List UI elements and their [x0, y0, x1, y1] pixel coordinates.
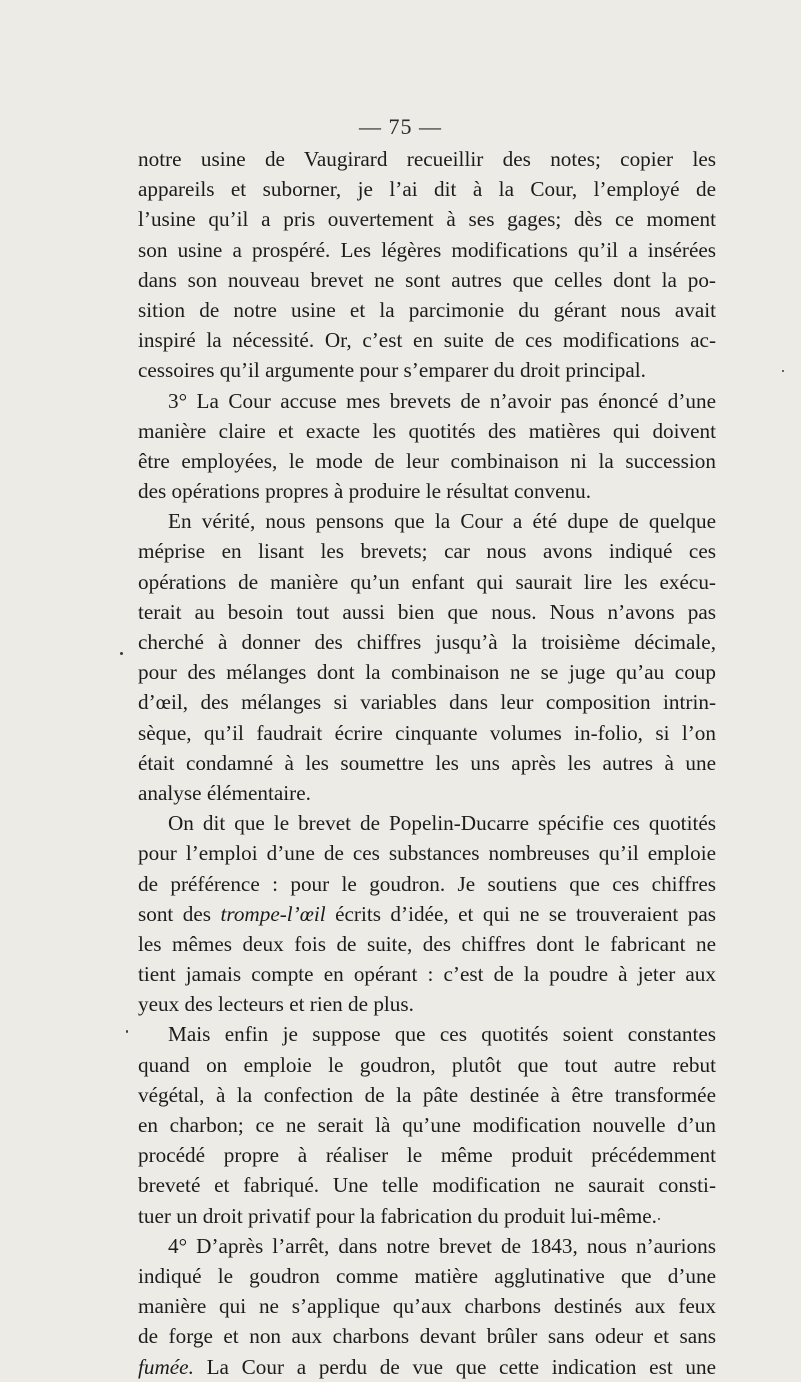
text-line: breveté et fabriqué. Une telle modification ne saurait consti-	[138, 1173, 716, 1198]
text-line: dans son nouveau brevet ne sont autres que celles dont la po-	[138, 267, 716, 292]
text-run: écrits d’idée, et qui ne se trouveraient pas	[325, 901, 717, 926]
text-line: terait au besoin tout aussi bien que nous. Nous n’avons pas	[138, 599, 716, 624]
text-line: yeux des lecteurs et rien de plus.	[138, 992, 414, 1017]
paper-speck	[782, 370, 784, 372]
text-line: méprise en lisant les brevets; car nous avons indiqué ces	[138, 539, 716, 564]
text-line: l’usine qu’il a pris ouvertement à ses gages; dès ce moment	[138, 207, 716, 232]
italic-run: trompe-l’œil	[220, 901, 326, 926]
text-line: 4° D’après l’arrêt, dans notre brevet de 1843, nous n’aurions	[168, 1233, 716, 1258]
text-line	[138, 1352, 716, 1382]
text-line: était condamné à les soumettre les uns après les autres à une	[138, 750, 716, 775]
text-line: inspiré la nécessité. Or, c’est en suite de ces modifications ac-	[138, 328, 716, 353]
text-line: pour l’emploi d’une de ces substances nombreuses qu’il emploie	[138, 841, 716, 866]
text-run: La Cour a perdu de vue que cette indication est une	[193, 1354, 716, 1379]
text-line: indiqué le goudron comme matière agglutinative que d’une	[138, 1263, 716, 1288]
text-line: cherché à donner des chiffres jusqu’à la troisième décimale,	[138, 630, 716, 654]
text-line: manière claire et exacte les quotités des matières qui doivent	[138, 418, 716, 443]
text-line: 3° La Cour accuse mes brevets de n’avoir pas énoncé d’une	[168, 388, 716, 413]
page-number: — 75 —	[359, 114, 442, 139]
text-line: de préférence : pour le goudron. Je soutiens que ces chiffres	[138, 871, 716, 896]
text-line: son usine a prospéré. Les légères modifications qu’il a insérées	[138, 237, 716, 262]
text-line: procédé propre à réaliser le même produit précédemment	[138, 1143, 716, 1168]
text-run: sont des	[138, 901, 221, 926]
text-line: tuer un droit privatif pour la fabrication du produit lui-même.	[138, 1203, 657, 1228]
text-line: cessoires qu’il argumente pour s’emparer du droit principal.	[138, 358, 646, 383]
paper-speck	[658, 1218, 660, 1220]
text-line: analyse élémentaire.	[138, 780, 311, 805]
text-line: quand on emploie le goudron, plutôt que tout autre rebut	[138, 1052, 716, 1077]
text-line: les mêmes deux fois de suite, des chiffres dont le fabricant ne	[138, 931, 716, 956]
text-line	[138, 899, 716, 929]
text-line: Mais enfin je suppose que ces quotités soient constantes	[168, 1022, 716, 1047]
text-line: d’œil, des mélanges si variables dans leur composition intrin-	[138, 690, 716, 715]
text-line: appareils et suborner, je l’ai dit à la Cour, l’employé de	[138, 177, 716, 202]
italic-run: fumée.	[138, 1354, 194, 1379]
text-line: en charbon; ce ne serait là qu’une modification nouvelle d’un	[138, 1113, 716, 1137]
text-line: manière qui ne s’applique qu’aux charbons destinés aux feux	[138, 1294, 716, 1319]
text-line: En vérité, nous pensons que la Cour a été dupe de quelque	[168, 509, 716, 534]
paper-speck	[126, 1030, 128, 1033]
body-text	[138, 144, 716, 1382]
text-line: sition de notre usine et la parcimonie du gérant nous avait	[138, 297, 716, 322]
text-line: opérations de manière qu’un enfant qui saurait lire les exécu-	[138, 569, 716, 594]
text-line: des opérations propres à produire le résultat convenu.	[138, 479, 592, 504]
text-line: sèque, qu’il faudrait écrire cinquante volumes in-folio, si l’on	[138, 720, 716, 745]
text-line: pour des mélanges dont la combinaison ne se juge qu’au coup	[138, 660, 716, 685]
text-line: tient jamais compte en opérant : c’est de la poudre à jeter aux	[138, 962, 716, 987]
text-line: On dit que le brevet de Popelin-Ducarre spécifie ces quotités	[168, 811, 716, 836]
text-line: notre usine de Vaugirard recueillir des notes; copier les	[138, 147, 716, 171]
text-line: végétal, à la confection de la pâte destinée à être transformée	[138, 1082, 716, 1107]
paper-speck	[120, 652, 123, 655]
text-line: de forge et non aux charbons devant brûler sans odeur et sans	[138, 1324, 716, 1349]
text-line: être employées, le mode de leur combinaison ni la succession	[138, 448, 716, 473]
